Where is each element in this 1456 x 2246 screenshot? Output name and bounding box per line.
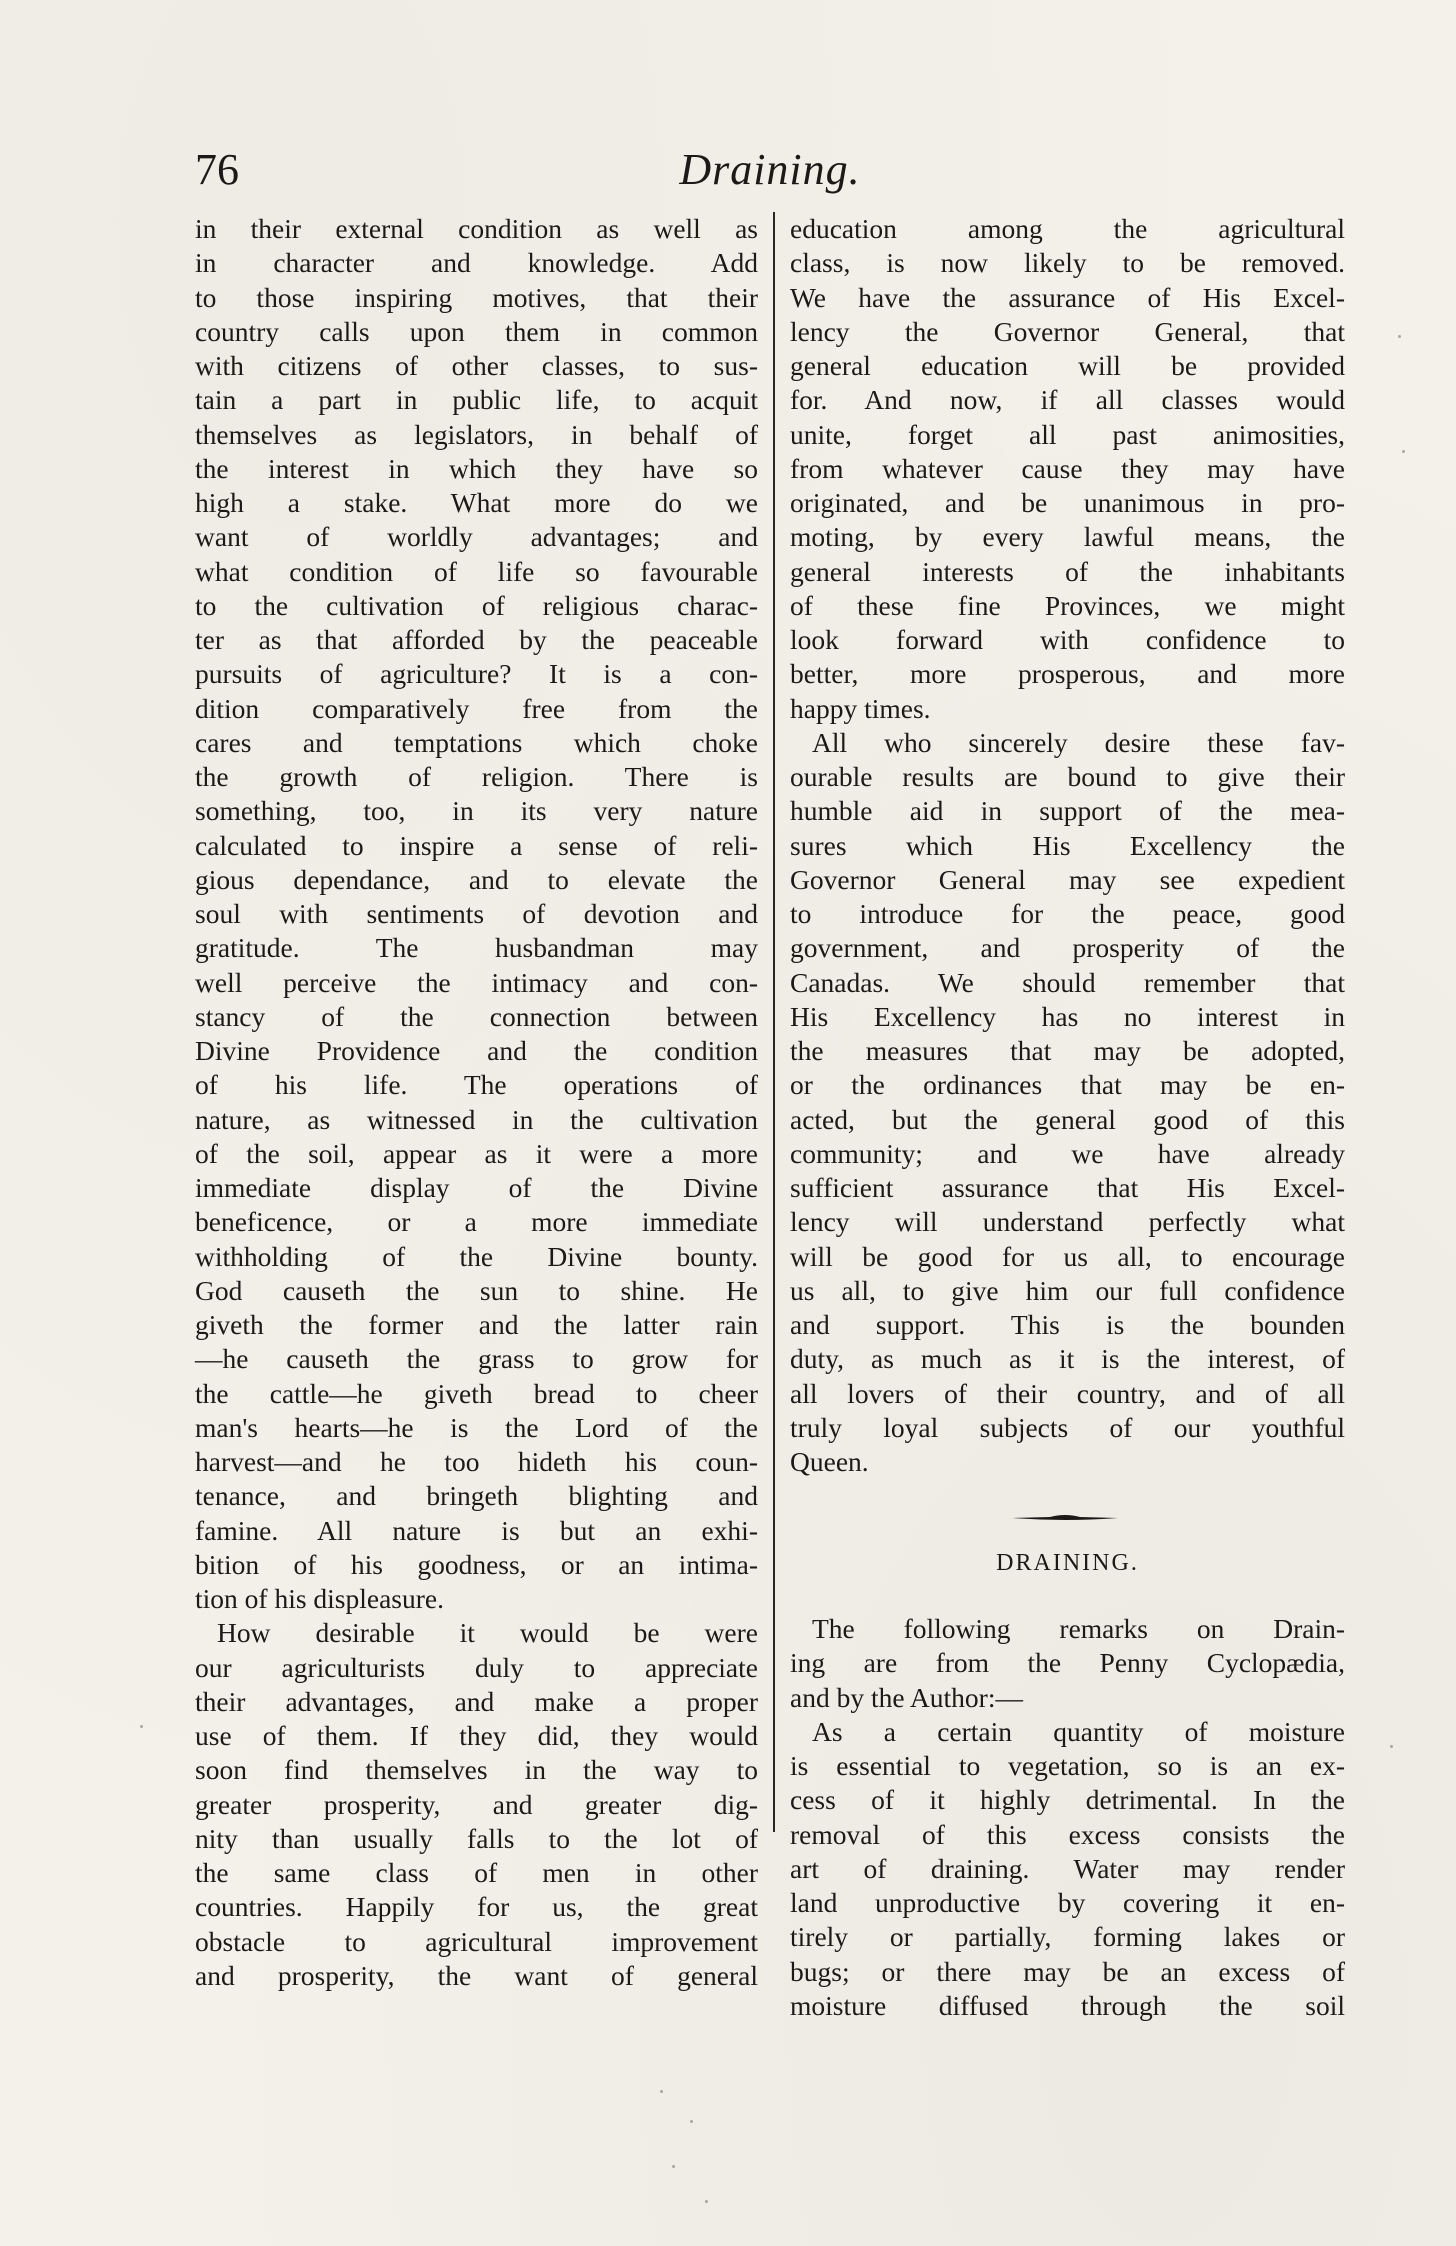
text-line: of the soil, appear as it were a more — [195, 1137, 758, 1169]
text-line: better, more prosperous, and more — [790, 658, 1345, 690]
text-line: harvest—and he too hideth his coun- — [195, 1446, 758, 1477]
text-line: gratitude. The husbandman may — [195, 932, 758, 964]
text-line: well perceive the intimacy and con- — [195, 966, 758, 998]
text-line: tion of his displeasure. — [195, 1583, 444, 1614]
text-line: with citizens of other classes, to sus- — [195, 350, 758, 381]
text-line: from whatever cause they may have — [790, 452, 1345, 484]
text-line: ourable results are bound to give their — [790, 761, 1345, 792]
text-line: tirely or partially, forming lakes or — [790, 1921, 1345, 1953]
text-line: land unproductive by covering it en- — [790, 1887, 1345, 1918]
text-line: gious dependance, and to elevate the — [195, 863, 758, 895]
text-line: sufficient assurance that His Excel- — [790, 1172, 1345, 1203]
text-line: nity than usually falls to the lot of — [195, 1822, 758, 1854]
section-heading: DRAINING. — [996, 1550, 1139, 1576]
text-line: originated, and be unanimous in pro- — [790, 487, 1345, 518]
text-line: truly loyal subjects of our youthful — [790, 1411, 1345, 1443]
text-line: removal of this excess consists the — [790, 1818, 1345, 1850]
text-line: the same class of men in other — [195, 1857, 758, 1888]
page-number: 76 — [195, 145, 239, 194]
text-line: their advantages, and make a proper — [195, 1685, 758, 1717]
text-line: class, is now likely to be removed. — [790, 247, 1345, 279]
text-line: moting, by every lawful means, the — [790, 521, 1345, 553]
text-line: country calls upon them in common — [195, 315, 758, 347]
text-line: to those inspiring motives, that their — [195, 281, 758, 313]
text-line: pursuits of agriculture? It is a con- — [195, 658, 758, 690]
text-line: general education will be provided — [790, 350, 1345, 381]
text-line: and support. This is the bounden — [790, 1309, 1345, 1340]
text-line: ter as that afforded by the peaceable — [195, 624, 758, 655]
text-line: famine. All nature is but an exhi- — [195, 1514, 758, 1546]
text-line: the measures that may be adopted, — [790, 1035, 1345, 1066]
text-line: will be good for us all, to encourage — [790, 1240, 1345, 1272]
text-line: all lovers of their country, and of all — [790, 1377, 1345, 1409]
right-column-bottom — [790, 1612, 1345, 2023]
text-line: cess of it highly detrimental. In the — [790, 1784, 1345, 1816]
text-line: calculated to inspire a sense of reli- — [195, 829, 758, 861]
text-line: How desirable it would be were — [217, 1617, 758, 1649]
text-line: art of draining. Water may render — [790, 1852, 1345, 1884]
text-line: sures which His Excellency the — [790, 829, 1345, 861]
text-line: obstacle to agricultural improvement — [195, 1925, 758, 1957]
text-line: countries. Happily for us, the great — [195, 1891, 758, 1923]
text-line: bugs; or there may be an excess of — [790, 1955, 1345, 1987]
text-line: high a stake. What more do we — [195, 487, 758, 518]
text-line: the cattle—he giveth bread to cheer — [195, 1377, 758, 1409]
text-line: tenance, and bringeth blighting and — [195, 1480, 758, 1512]
text-line: and prosperity, the want of general — [195, 1959, 758, 1991]
text-line: beneficence, or a more immediate — [195, 1206, 758, 1238]
ornamental-rule — [1010, 1513, 1120, 1523]
text-line: to the cultivation of religious charac- — [195, 589, 758, 621]
text-line: man's hearts—he is the Lord of the — [195, 1411, 758, 1443]
text-line: immediate display of the Divine — [195, 1172, 758, 1203]
text-line: humble aid in support of the mea- — [790, 795, 1345, 827]
text-line: ing are from the Penny Cyclopædia, — [790, 1647, 1345, 1679]
text-line: giveth the former and the latter rain — [195, 1309, 758, 1340]
text-line: Divine Providence and the condition — [195, 1035, 758, 1066]
text-line: acted, but the general good of this — [790, 1103, 1345, 1135]
right-column-top — [790, 212, 1345, 1479]
text-line: something, too, in its very nature — [195, 795, 758, 827]
column-divider — [773, 212, 775, 1832]
text-line: community; and we have already — [790, 1137, 1345, 1169]
text-line: dition comparatively free from the — [195, 692, 758, 724]
text-line: unite, forget all past animosities, — [790, 418, 1345, 450]
text-line: use of them. If they did, they would — [195, 1720, 758, 1751]
text-line: to introduce for the peace, good — [790, 898, 1345, 929]
text-line: in character and knowledge. Add — [195, 247, 758, 279]
text-line: us all, to give him our full confidence — [790, 1274, 1345, 1306]
text-line: the interest in which they have so — [195, 452, 758, 484]
text-line: of these fine Provinces, we might — [790, 589, 1345, 621]
text-line: government, and prosperity of the — [790, 932, 1345, 964]
text-line: Canadas. We should remember that — [790, 966, 1345, 998]
text-line: want of worldly advantages; and — [195, 521, 758, 553]
running-head — [195, 140, 1345, 200]
text-line: cares and temptations which choke — [195, 726, 758, 758]
text-line: look forward with confidence to — [790, 624, 1345, 655]
text-line: of his life. The operations of — [195, 1069, 758, 1101]
text-line: Queen. — [790, 1446, 869, 1477]
text-line: lency will understand perfectly what — [790, 1206, 1345, 1238]
text-line: moisture diffused through the soil — [790, 1989, 1345, 2021]
text-line: nature, as witnessed in the cultivation — [195, 1103, 758, 1135]
text-line: withholding of the Divine bounty. — [195, 1240, 758, 1272]
text-line: what condition of life so favourable — [195, 555, 758, 587]
text-line: themselves as legislators, in behalf of — [195, 418, 758, 450]
text-line: happy times. — [790, 692, 931, 724]
text-line: soul with sentiments of devotion and — [195, 898, 758, 929]
text-line: Governor General may see expedient — [790, 863, 1345, 895]
text-line: our agriculturists duly to appreciate — [195, 1651, 758, 1683]
text-line: —he causeth the grass to grow for — [195, 1343, 758, 1375]
text-line: is essential to vegetation, so is an ex- — [790, 1750, 1345, 1781]
text-line: lency the Governor General, that — [790, 315, 1345, 347]
text-line: We have the assurance of His Excel- — [790, 281, 1345, 313]
text-line: As a certain quantity of moisture — [812, 1715, 1345, 1747]
text-line: and by the Author:— — [790, 1681, 1023, 1713]
text-line: the growth of religion. There is — [195, 761, 758, 792]
text-line: stancy of the connection between — [195, 1000, 758, 1032]
text-line: or the ordinances that may be en- — [790, 1069, 1345, 1101]
text-line: greater prosperity, and greater dig- — [195, 1788, 758, 1820]
text-line: general interests of the inhabitants — [790, 555, 1345, 587]
text-line: His Excellency has no interest in — [790, 1000, 1345, 1032]
text-line: The following remarks on Drain- — [812, 1613, 1345, 1644]
left-column — [195, 212, 758, 1993]
text-line: All who sincerely desire these fav- — [812, 726, 1345, 758]
text-line: God causeth the sun to shine. He — [195, 1274, 758, 1306]
text-line: bition of his goodness, or an intima- — [195, 1548, 758, 1580]
running-title: Draining. — [679, 145, 861, 194]
text-line: soon find themselves in the way to — [195, 1754, 758, 1786]
text-line: in their external condition as well as — [195, 213, 758, 244]
text-line: for. And now, if all classes would — [790, 384, 1345, 416]
text-line: education among the agricultural — [790, 213, 1345, 244]
text-line: duty, as much as it is the interest, of — [790, 1343, 1345, 1375]
text-line: tain a part in public life, to acquit — [195, 384, 758, 416]
